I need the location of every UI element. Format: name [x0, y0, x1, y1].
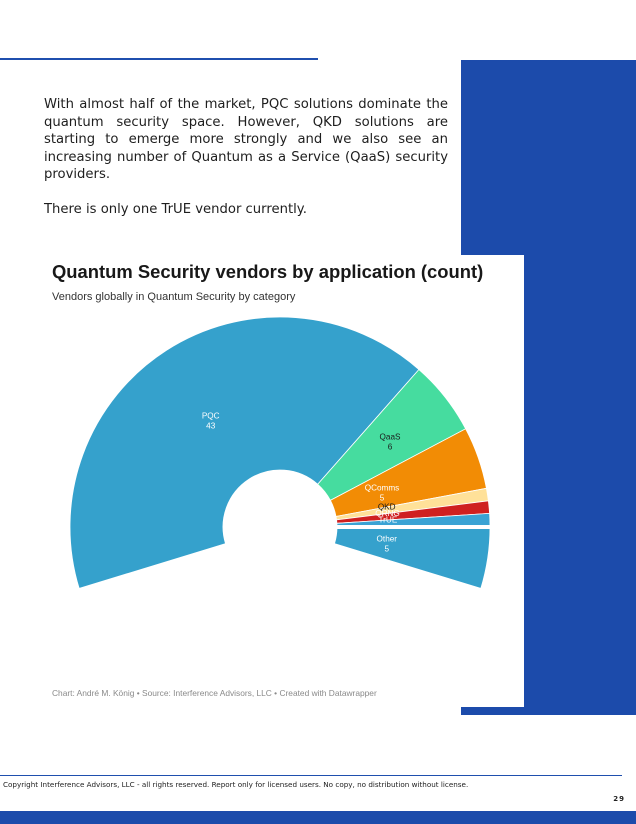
slice-value-qaas: 6	[387, 442, 393, 452]
top-rule	[0, 58, 318, 60]
chart-card	[44, 255, 524, 707]
intro-paragraph-2: There is only one TrUE vendor currently.	[44, 201, 307, 217]
slice-other	[335, 526, 490, 588]
intro-text	[44, 96, 448, 219]
slice-value-other: 5	[384, 544, 390, 554]
chart-footer: Chart: André M. König • Source: Interference Advisors, LLC • Created with Datawrapper	[52, 688, 377, 698]
vendors-half-donut-chart	[44, 255, 524, 707]
intro-paragraph-1: With almost half of the market, PQC solutions dominate the quantum security space. However, QKD solutions are starting to emerge more strongly and we also see an increasing number of Quantum as a Service (QaaS) security providers.	[44, 97, 448, 183]
bottom-rule	[0, 775, 622, 776]
slice-label-qaas: QaaS	[379, 432, 401, 442]
chart-subtitle: Vendors globally in Quantum Security by category	[52, 291, 296, 303]
page-number: 29	[613, 795, 625, 803]
copyright-notice: Copyright Interference Advisors, LLC - all rights reserved. Report only for licensed users. No copy, no distribution without license.	[3, 780, 469, 789]
slice-label-qrng: QRNG	[375, 508, 400, 518]
bottom-band	[0, 811, 636, 824]
slice-label-qcomms: QComms	[364, 483, 400, 493]
slice-value-qcomms: 5	[379, 493, 385, 503]
chart-title: Quantum Security vendors by application (count)	[52, 261, 484, 282]
slice-label-true: TrUE	[378, 515, 398, 525]
slice-label-qkd: QKD	[377, 502, 396, 512]
slice-label-pqc: PQC	[201, 411, 220, 421]
slice-label-other: Other	[376, 534, 398, 544]
slice-value-pqc: 43	[206, 421, 216, 431]
